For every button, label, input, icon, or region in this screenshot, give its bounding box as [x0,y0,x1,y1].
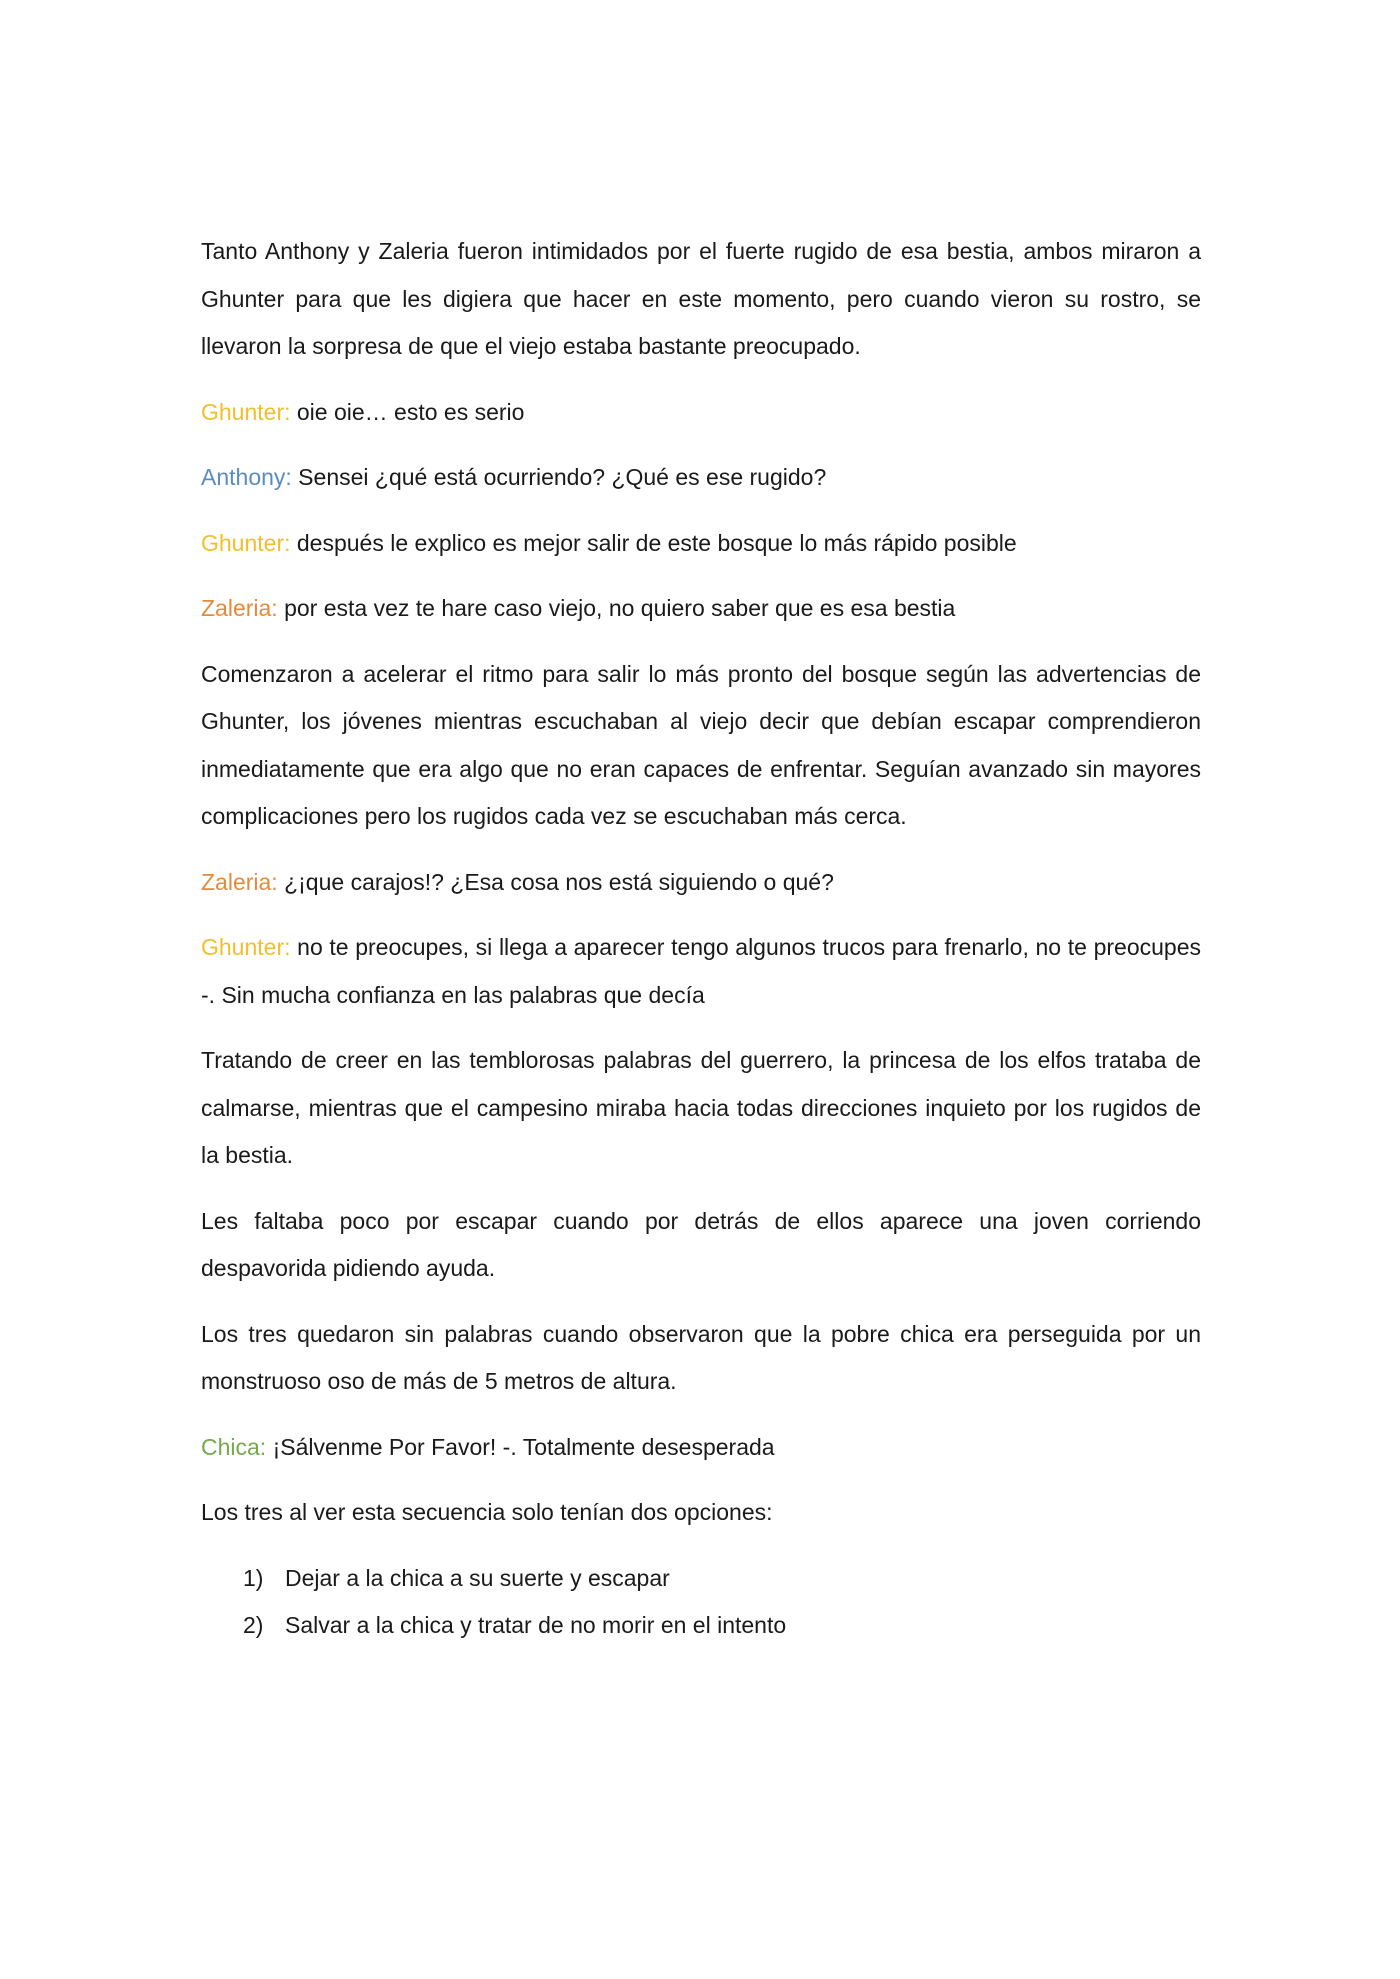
speaker-name: Ghunter: [201,398,291,425]
option-number: 2) [243,1612,264,1638]
narration-paragraph: Los tres al ver esta secuencia solo tenían dos opciones: [201,1499,773,1525]
option-number: 1) [243,1564,264,1591]
option-text: Salvar a la chica y tratar de no morir en el intento [285,1612,787,1638]
option-item [201,1555,1201,1603]
dialogue-line-chica [201,1424,1201,1472]
speaker-name: Chica: [201,1433,267,1460]
narration-paragraph: Tratando de creer en las temblorosas palabras del guerrero, la princesa de los elfos trataba de calmarse, mientras que el campesino miraba hacia todas direcciones inquieto por los rugidos de la bestia. [201,1047,1201,1168]
options-list [201,1555,1201,1650]
speaker-name: Ghunter: [201,529,291,556]
speaker-name: Zaleria: [201,868,278,895]
document-page [201,228,1201,1650]
dialogue-line-ghunter [201,520,1201,568]
speaker-name: Anthony: [201,464,292,490]
dialogue-text: ¡Sálvenme Por Favor! -. Totalmente desesperada [266,1433,775,1460]
option-item [201,1602,1201,1650]
dialogue-line-ghunter [201,924,1201,1019]
dialogue-text: no te preocupes, si llega a aparecer tengo algunos trucos para frenarlo, no te preocupes -. Sin mucha confianza en las palabras que decía [201,934,1201,1008]
dialogue-text: después le explico es mejor salir de este bosque lo más rápido posible [290,529,1017,556]
dialogue-text: ¿¡que carajos!? ¿Esa cosa nos está siguiendo o qué? [277,868,834,895]
dialogue-line-ghunter [201,389,1201,437]
narration-paragraph: Los tres quedaron sin palabras cuando observaron que la pobre chica era perseguida por un monstruoso oso de más de 5 metros de altura. [201,1320,1201,1394]
narration-paragraph: Les faltaba poco por escapar cuando por detrás de ellos aparece una joven corriendo despavorida pidiendo ayuda. [201,1207,1201,1281]
dialogue-line-anthony [201,454,1201,502]
narration-paragraph: Tanto Anthony y Zaleria fueron intimidados por el fuerte rugido de esa bestia, ambos miraron a Ghunter para que les digiera que hacer en este momento, pero cuando vieron su rostro, se llevaron la sorpresa de que el viejo estaba bastante preocupado. [201,238,1201,359]
dialogue-text: oie oie… esto es serio [290,398,525,425]
dialogue-text: por esta vez te hare caso viejo, no quiero saber que es esa bestia [277,595,956,621]
option-text: Dejar a la chica a su suerte y escapar [285,1564,670,1591]
narration-paragraph: Comenzaron a acelerar el ritmo para salir lo más pronto del bosque según las advertencias de Ghunter, los jóvenes mientras escuchaban al viejo decir que debían escapar comprendieron inmediatamente que era algo que no eran capaces de enfrentar. Seguían avanzado sin mayores complicaciones pero los rugidos cada vez se escuchaban más cerca. [201,660,1201,829]
speaker-name: Ghunter: [201,934,291,960]
dialogue-line-zaleria [201,585,1201,633]
dialogue-text: Sensei ¿qué está ocurriendo? ¿Qué es ese rugido? [291,464,827,490]
speaker-name: Zaleria: [201,595,278,621]
dialogue-line-zaleria [201,859,1201,907]
